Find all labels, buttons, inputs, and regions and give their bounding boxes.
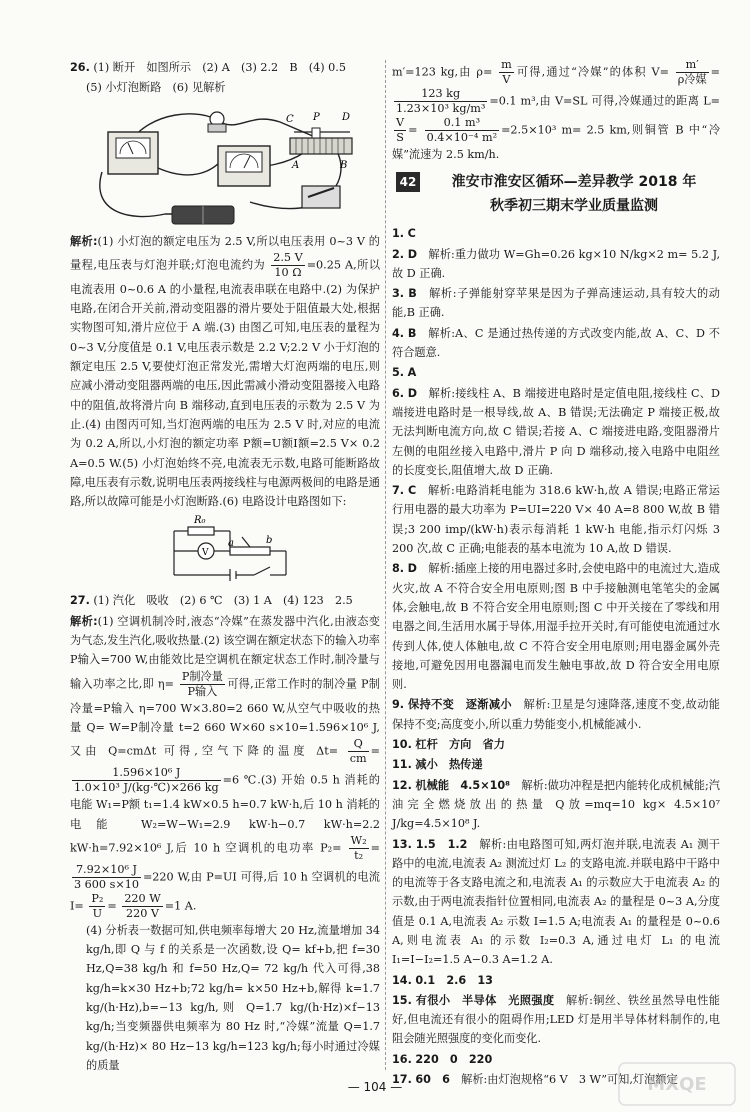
item-answer: 减小 热传递 xyxy=(415,758,483,772)
svg-text:V: V xyxy=(202,548,209,559)
item-answer: D xyxy=(407,386,418,400)
item-number: 8. xyxy=(392,562,405,576)
item-answer: 有很小 半导体 光照强度 xyxy=(415,993,555,1007)
item-explanation: 解析:做功冲程是把内能转化成机械能;汽油完全燃烧放出的热量 Q放=mq=10 kg× 4.5×10⁷ J/kg=4.5×10⁸ J. xyxy=(392,778,720,831)
fraction: $\frac{\text{0.1 m³}}{\text{0.4×10⁻⁴ m²}}$ xyxy=(426,116,498,144)
item-number: 11. xyxy=(392,758,412,772)
item-answer: 杠杆 方向 省力 xyxy=(415,738,505,752)
answer-item xyxy=(392,559,720,694)
item-number: 4. xyxy=(392,326,405,340)
item-number: 9. xyxy=(392,698,405,712)
item-explanation: 解析:插座上接的用电器过多时,会使电路中的电流过大,造成火灾,故 A 不符合安全用电原则;图 B 中手接触测电笔笔尖的金属体,会触电,故 B 不符合安全用电原则;图 C 中开关接在了零线和用电器之间,生活用水属于导体,用湿手拉开关时,有可能使电流通过水传到人体,使人体触电,故 C 不符合安全用电原则;用电器金属外壳接地,可避免因用电器漏电而发生触电事故,故 D 符合安全用电原则. xyxy=(392,562,720,692)
item-number: 16. xyxy=(392,1052,412,1066)
fraction: $\frac{\text{7.92×10⁶ J}}{3 600 s\times 10}$ xyxy=(74,862,139,891)
item-explanation: 解析:卫星是匀速降落,速度不变,故动能保持不变;高度变小,所以重力势能变小,机械能减小. xyxy=(392,698,720,731)
fraction: $\frac{m}{V}$ xyxy=(501,58,512,86)
item-number: 5. xyxy=(392,366,405,380)
circuit-photo-figure xyxy=(90,102,360,228)
column-divider xyxy=(385,60,386,1070)
answer-item xyxy=(392,735,720,754)
answer-item xyxy=(392,245,720,284)
item-number: 12. xyxy=(392,778,412,792)
answer-list xyxy=(392,224,720,1089)
svg-text:B: B xyxy=(340,159,348,171)
item-explanation: 解析:电路消耗电能为 318.6 kW·h,故 A 错误;电路正常运行用电器的最大功率为 P=UI=220 V× 40 A=8 800 W,故 B 错误;3 200 imp/(kW·h)表示每消耗 1 kW·h 电能,指示灯闪烁 3 200 次,故 C 正确;电能表的基本电流为 10 A,故 D 错误. xyxy=(392,484,720,556)
answer-item xyxy=(392,695,720,734)
fraction: $\frac{\text{P₂}}{U}$ xyxy=(91,891,104,920)
item-explanation: 解析:由电路图可知,两灯泡并联,电流表 A₁ 测干路中的电流,电流表 A₂ 测流过灯 L₂ 的支路电流.并联电路中干路中的电流等于各支路电流之和,电流表 A₁ 的示数应大于电流表 A₂ 的示数,由于两电流表指针位置相同,电流表 A₂ 的量程是 0~3 A,分度值是 0.1 A,电流表 A₂ 示数 I=1.5 A;电流表 A₁ 的量程是 0~0.6 A,则电流表 A₁ 的示数 I₂=0.3 A,通过电灯 L₁ 的电流 I₁=I−I₂=1.5 A−0.3 A=1.2 A. xyxy=(392,837,720,967)
q27-explanation: 解析:(1) 空调机制冷时,液态“冷媒”在蒸发器中汽化,由液态变为气态,发生汽化,吸收热量.(2) 该空调在额定状态下的输入功率 P输入=700 W,由能效比是空调机在额定状态工作时,制冷量与输入功率之比,即 η= $\frac{\text{P制冷量}}{\text{P输入}}$ 可得,正常工作时的制冷量 P制冷量=P输入 η=700 W×3.80=2 660 W,从空气中吸收的热量 Q= W=P制冷量 t=2 660 W×60 s×10=1.596×10⁶ J,又由 Q=cmΔt 可得,空气下降的温度 Δt= $\frac{Q}{cm}$ = $\frac{\text{1.596×10⁶ J}}{\text{1.0×10³ J/(kg·℃)×266 kg}}$ =6 ℃.(3) 开始 0.5 h 消耗的电能 W₁=P额 t₁=1.4 kW×0.5 h=0.7 kW·h,后 10 h 消耗的电能 W₂=W−W₁=2.9 kW·h−0.7 kW·h=2.2 kW·h=7.92×10⁶ J,后 10 h 空调机的电功率 P₂= $\frac{\text{W₂}}{\text{t₂}}$ = $\frac{\text{7.92×10⁶ J}}{3 600 s\times 10}$ =220 W,由 P=UI 可得,后 10 h 空调机的电流 I= $\frac{\text{P₂}}{U}$ = $\frac{220 W}{220 V}$ =1 A. xyxy=(70,614,381,920)
item-answer: 220 0 220 xyxy=(415,1052,493,1066)
answer-item xyxy=(392,755,720,774)
answer-item xyxy=(392,363,720,382)
item-explanation: 解析:子弹能射穿苹果是因为子弹高速运动,具有较大的动能,B 正确. xyxy=(392,287,720,320)
svg-text:a: a xyxy=(228,538,234,550)
section-title: 淮安市淮安区循环—差异教学 2018 年 秋季初三期末学业质量监测 xyxy=(451,174,697,215)
item-answer: D xyxy=(407,562,417,576)
item-explanation: 解析:接线柱 A、B 端接进电路时是定值电阻,接线柱 C、D 端接进电路时是一根导线,故 A、B 错误;无法确定 P 端接正极,故无法判断电流方向,故 C 错误;若接 A、C 端接进电路,变阻器滑片左侧的电阻丝接入电路中,滑片 P 向 D 端移动,接入电路中电阻丝的长度变长,阻值增大,故 D 正确. xyxy=(392,386,721,477)
item-number: 13. xyxy=(392,837,412,851)
fraction: $\frac{V}{S}$ xyxy=(396,116,405,144)
item-number: 6. xyxy=(392,386,405,400)
svg-text:MXQE: MXQE xyxy=(647,1074,707,1095)
svg-text:b: b xyxy=(266,535,273,547)
svg-text:R₀: R₀ xyxy=(194,515,206,527)
svg-text:C: C xyxy=(286,113,294,125)
item-number: 7. xyxy=(392,484,405,498)
item-answer: 机械能 4.5×10⁸ xyxy=(415,778,511,792)
svg-text:D: D xyxy=(342,111,351,123)
answer-item xyxy=(392,776,720,834)
fraction: $\frac{m'}{\text{ρ冷媒}}$ xyxy=(677,58,707,86)
item-explanation: 解析:A、C 是通过热传递的方式改变内能,故 A、C、D 不符合题意. xyxy=(392,326,720,360)
item-answer: 保持不变 逐渐减小 xyxy=(407,698,512,712)
fraction: $\frac{\text{W₂}}{\text{t₂}}$ xyxy=(350,833,367,862)
watermark-logo xyxy=(618,1062,736,1106)
answer-item xyxy=(392,971,720,990)
q27-continued: m′=123 kg,由 ρ= $\frac{m}{V}$ 可得,通过“冷媒”的体积 V= $\frac{m'}{\text{ρ冷媒}}$ = $\frac{123 kg}{\text{1.23×10³ kg/m³}}$ =0.1 m³,由 V=SL 可得,冷媒通过的距离 L= $\frac{V}{S}$ = $\frac{\text{0.1 m³}}{\text{0.4×10⁻⁴ m²}}$ =2.5×10³ m= 2.5 km,则铜管 B 中“冷媒”流速为 2.5 km/h. xyxy=(392,58,721,161)
answer-item xyxy=(392,991,720,1049)
fraction: $\frac{123 kg}{\text{1.23×10³ kg/m³}}$ xyxy=(396,87,486,115)
item-explanation: 解析:铜丝、铁丝虽然导电性能好,但电流还有很小的阻碍作用;LED 灯是用半导体材料制作的,电阻会随光照强度的变化而变化. xyxy=(392,993,720,1046)
answer-item xyxy=(392,324,720,363)
item-number: 17. xyxy=(392,1073,412,1087)
left-column xyxy=(70,58,380,1075)
item-answer: 1.5 1.2 xyxy=(415,837,468,851)
fraction: $\frac{Q}{cm}$ xyxy=(349,737,367,766)
item-answer: C xyxy=(407,484,417,498)
fraction: $\frac{220 W}{220 V}$ xyxy=(124,891,161,920)
item-number: 15. xyxy=(392,993,412,1007)
section-number-badge: 42 xyxy=(396,172,420,192)
item-number: 3. xyxy=(392,287,405,301)
q26-answer-line1: 26. (1) 断开 如图所示 (2) A (3) 2.2 B (4) 0.5 xyxy=(70,61,346,74)
q26-explanation: 解析:(1) 小灯泡的额定电压为 2.5 V,所以电压表用 0~3 V 的量程,电压表与灯泡并联;灯泡电流约为 $\frac{2.5 V}{10 \Omega}$ =0.25 A,所以电流表用 0~0.6 A 的小量程,电流表串联在电路中.(2) 为保护电路,在闭合开关前,滑动变阻器的滑片要处于阻值最大处,根据实物图可知,滑片应位于 A 端.(3) 由图乙可知,电压表的量程为 0~3 V,分度值是 0.1 V,电压表示数是 2.2 V;2.2 V 小于灯泡的额定电压 2.5 V,要使灯泡正常发光,需增大灯泡两端的电压,则应减小滑动变阻器两端的电压,因此需减小滑动变阻器接入电路中的阻值,故将滑片向 B 端移动,直到电压表的示数为 2.5 V 为止.(4) 由图丙可知,当灯泡两端的电压为 2.5 V 时,对应的电流为 0.2 A,所以,小灯泡的额定功率 P额=U额I额=2.5 V× 0.2 A=0.5 W.(5) 小灯泡始终不亮,电流表无示数,电路可能断路故障,电压表有示数,说明电压表两接线柱与电源两极间的电路是通路,所以故障可能是小灯泡断路.(6) 电路设计电路图如下: xyxy=(70,234,381,509)
answer-item xyxy=(392,224,720,243)
item-number: 10. xyxy=(392,738,412,752)
item-answer: 0.1 2.6 13 xyxy=(415,973,493,987)
item-answer: D xyxy=(407,247,418,261)
item-answer: A xyxy=(407,366,417,380)
item-number: 1. xyxy=(392,227,405,241)
item-number: 2. xyxy=(392,247,405,261)
q26-answer-line2: (5) 小灯泡断路 (6) 见解析 xyxy=(86,81,226,95)
answer-item xyxy=(392,481,720,558)
circuit-diagram xyxy=(170,513,300,587)
q27-part4: (4) 分析表一数据可知,供电频率每增大 20 Hz,流量增加 34 kg/h,即 Q 与 f 的关系是一次函数,设 Q= kf+b,把 f=30 Hz,Q=38 kg/h 和 f=50 Hz,Q= 72 kg/h 代入可得,38 kg/h=k×30 Hz+b;72 kg/h= k×50 Hz+b,解得 k=1.7 kg/(h·Hz),b=−13 kg/h,则 Q=1.7 kg/(h·Hz)×f−13 kg/h;当变频器供电频率为 80 Hz 时,“冷媒”流量 Q=1.7 kg/(h·Hz)× 80 Hz−13 kg/h=123 kg/h;每小时通过冷媒的质量 xyxy=(86,923,380,1072)
svg-text:A: A xyxy=(292,159,300,171)
page-number: — 104 — xyxy=(347,1080,403,1094)
answer-item xyxy=(392,284,720,323)
right-column xyxy=(392,58,720,1090)
section-heading xyxy=(392,170,720,218)
item-explanation: 解析:重力做功 W=Gh=0.26 kg×10 N/kg×2 m= 5.2 J,故 D 正确. xyxy=(392,247,720,280)
rheostat-icon xyxy=(290,138,352,154)
q27-answer-line: 27. (1) 汽化 吸收 (2) 6 ℃ (3) 1 A (4) 123 2.5 xyxy=(70,594,353,608)
item-answer: B xyxy=(408,287,417,301)
svg-text:P: P xyxy=(313,111,320,123)
switch-icon xyxy=(302,186,340,208)
item-explanation: 解析:由灯泡规格“6 V 3 W”可知,灯泡额定 xyxy=(461,1073,678,1087)
item-answer: C xyxy=(407,227,416,241)
item-number: 14. xyxy=(392,973,412,987)
fraction: $\frac{\text{1.596×10⁶ J}}{\text{1.0×10³ J/(kg·℃)×266 kg}}$ xyxy=(74,766,219,795)
item-answer: B xyxy=(407,326,417,340)
item-answer: 60 6 xyxy=(415,1073,450,1087)
fraction: $\frac{2.5 V}{10 \Omega}$ xyxy=(273,250,303,279)
answer-item xyxy=(392,384,720,480)
fraction: $\frac{\text{P制冷量}}{\text{P输入}}$ xyxy=(181,669,223,698)
answer-item xyxy=(392,835,720,970)
